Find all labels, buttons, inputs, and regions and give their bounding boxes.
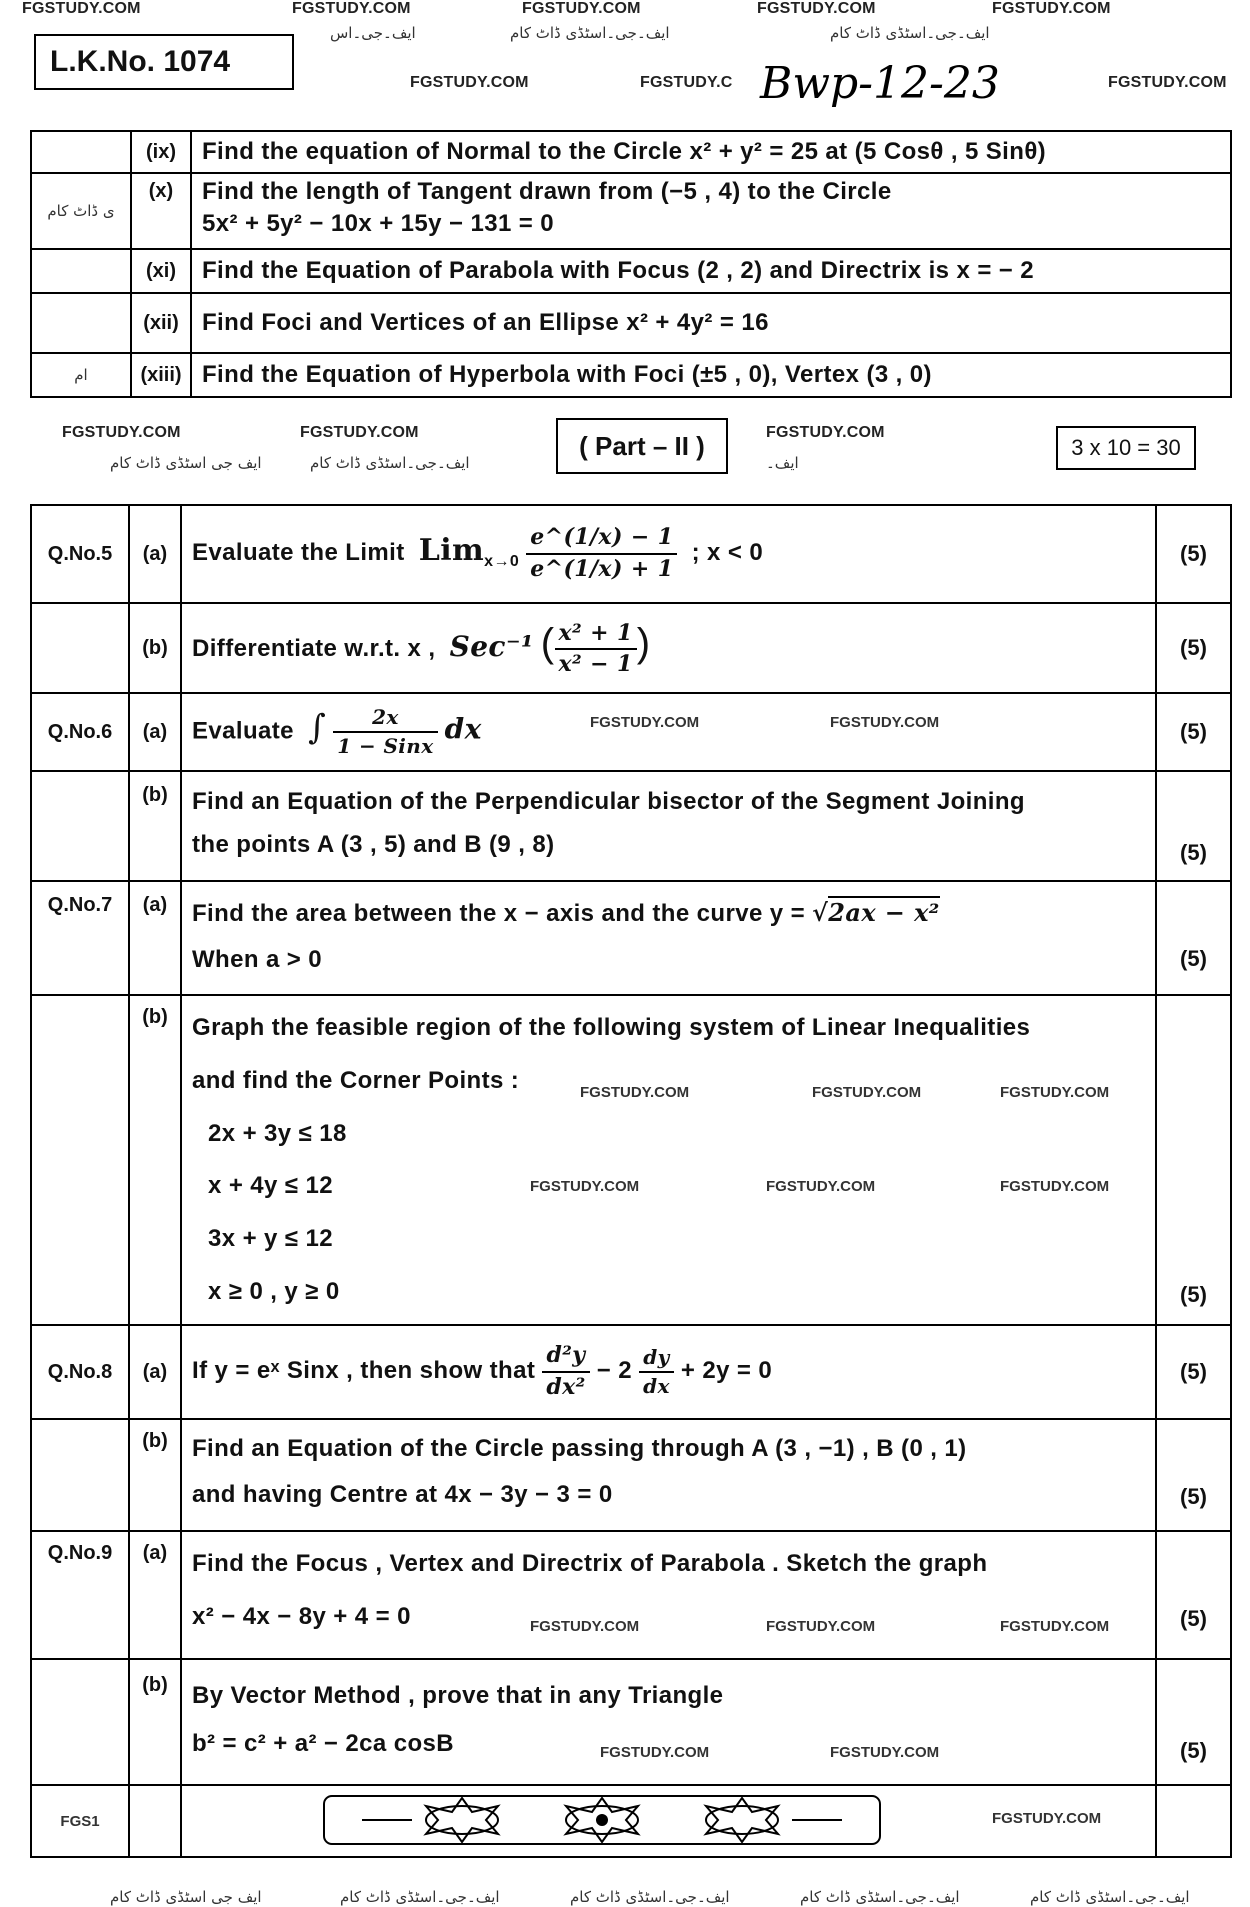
denominator: dx [643, 1374, 670, 1398]
watermark: FGSTUDY.COM [1000, 1618, 1110, 1635]
watermark: FGSTUDY.COM [992, 1810, 1102, 1827]
marks: (5) [1156, 1325, 1231, 1419]
marks: (5) [1156, 1531, 1231, 1659]
question-number: (xi) [131, 249, 191, 293]
denominator: x² − 1 [558, 651, 633, 678]
question-number: Q.No.7 [31, 881, 129, 995]
equation-tail: + 2y = 0 [680, 1357, 773, 1385]
ornament-star [706, 1798, 778, 1842]
denominator: 1 − Sinx [337, 734, 434, 758]
urdu-watermark: ایف۔جی۔اسٹڈی ڈاٹ کام [510, 24, 670, 42]
lk-number-box: L.K.No. 1074 [34, 34, 294, 90]
numerator: d²y [542, 1341, 589, 1373]
marks: (5) [1156, 1419, 1231, 1531]
numerator: e^(1/x) − 1 [526, 523, 677, 555]
denominator: e^(1/x) + 1 [530, 556, 674, 582]
question-text: b² = c² + a² − 2ca cosB [192, 1730, 454, 1757]
fraction [333, 704, 437, 760]
question-text: Graph the feasible region of the following system of Linear Inequalities [192, 1014, 1031, 1041]
question-number: Q.No.5 [31, 505, 129, 603]
watermark: FGSTUDY.COM [830, 714, 940, 731]
fraction [639, 1344, 674, 1400]
watermark: FGS1 [31, 1785, 129, 1857]
operator: − 2 [596, 1357, 632, 1385]
urdu-watermark: ایف۔جی۔اسٹڈی ڈاٹ کام [310, 454, 470, 472]
question-part: (b) [129, 1659, 181, 1785]
urdu-watermark: ایف جی اسٹڈی ڈاٹ کام [110, 1888, 262, 1906]
marks: (5) [1156, 1659, 1231, 1785]
question-text: Find the area between the x − axis and the curve y = [192, 900, 806, 927]
question-number: Q.No.9 [31, 1531, 129, 1659]
watermark: FGSTUDY.COM [522, 0, 641, 17]
question-number: (xiii) [131, 353, 191, 397]
marks: (5) [1156, 881, 1231, 995]
question-text: Find the length of Tangent drawn from (−5 , 4) to the Circle [202, 178, 892, 205]
decorative-border-ornament [322, 1792, 882, 1848]
function: Sec⁻¹ [449, 629, 534, 663]
question-text: Find the Equation of Parabola with Focus (2 , 2) and Directrix is x = − 2 [191, 249, 1231, 293]
question-part: (a) [129, 881, 181, 995]
watermark: FGSTUDY.COM [1108, 74, 1227, 91]
urdu-watermark: ایف۔جی۔اسٹڈی ڈاٹ کام [800, 1888, 960, 1906]
part1-table [30, 130, 1232, 398]
question-number: (ix) [131, 131, 191, 173]
question-number: Q.No.8 [31, 1325, 129, 1419]
fraction [542, 1341, 589, 1402]
marks: (5) [1156, 603, 1231, 693]
question-text: When a > 0 [192, 945, 323, 973]
denominator: dx² [546, 1374, 586, 1400]
watermark: FGSTUDY.COM [580, 1084, 690, 1101]
watermark: FGSTUDY.COM [600, 1744, 710, 1761]
watermark: FGSTUDY.C [640, 74, 733, 91]
watermark: FGSTUDY.COM [410, 74, 529, 91]
question-text: Find an Equation of the Circle passing through A (3 , −1) , B (0 , 1) [192, 1435, 967, 1462]
inequality: 3x + y ≤ 12 [208, 1225, 333, 1253]
watermark: FGSTUDY.COM [1000, 1178, 1110, 1195]
watermark: FGSTUDY.COM [22, 0, 141, 17]
question-text: and find the Corner Points : [192, 1066, 520, 1094]
question-text: Differentiate w.r.t. x , [192, 634, 436, 662]
watermark: FGSTUDY.COM [766, 1618, 876, 1635]
watermark: FGSTUDY.COM [292, 0, 411, 17]
urdu-watermark: ایف۔جی۔اسٹڈی ڈاٹ کام [830, 24, 990, 42]
question-text: the points A (3 , 5) and B (9 , 8) [192, 831, 555, 859]
urdu-watermark: ایف۔جی۔اسٹڈی ڈاٹ کام [1030, 1888, 1190, 1906]
handwritten-note: Bwp-12-23 [760, 58, 1000, 109]
marks: (5) [1156, 995, 1231, 1325]
question-part: (b) [129, 603, 181, 693]
inequality: x + 4y ≤ 12 [208, 1172, 333, 1200]
fraction [526, 523, 677, 584]
question-text: If y = eˣ Sinx , then show that [192, 1357, 536, 1385]
question-number: Q.No.6 [31, 693, 129, 771]
question-text: Find the Equation of Hyperbola with Foci (±5 , 0), Vertex (3 , 0) [191, 353, 1231, 397]
numerator: x² + 1 [555, 619, 637, 651]
question-part: (b) [129, 771, 181, 881]
differential: dx [444, 712, 482, 746]
inequality: x ≥ 0 , y ≥ 0 [208, 1277, 340, 1305]
urdu-watermark: ایف۔جی۔اس [330, 24, 416, 42]
question-part: (a) [129, 693, 181, 771]
question-part: (a) [129, 1325, 181, 1419]
urdu-watermark: ایف جی اسٹڈی ڈاٹ کام [110, 454, 262, 472]
question-text: Find Foci and Vertices of an Ellipse x² + 4y² = 16 [191, 293, 1231, 353]
urdu-watermark: ام [74, 365, 88, 384]
part-title: ( Part – II ) [556, 418, 728, 474]
part-marks-box: 3 x 10 = 30 [1056, 426, 1196, 470]
part2-table: Q.No.5 (a) Evaluate the Limit Lim$_{x\to 0}$ $\frac{e\^{}(1/x) - 1}{e\^{}(1/x) + 1}$ ; x < 0 (5) (b) Differentiate w.r.t. x , Sec⁻¹ ( $\frac{\text{x² + 1}}{\text{x² − 1}}$ ) (5) Q.No.6 (a) Evaluate ∫ $\frac{2x}{\text{1 − Sinx}}$ dx (5) (b) Find an Equation of the Perpendicular bisector of the Segment Joining the points A (3 , 5) and B (9 , 8) (5) Q.No.7 (a) Find the area between the x − axis and the curve y = √2ax − x² When a > 0 (5) (b) Graph the feasible region of the following system of Linear Inequalities and find the Corner Points : 2x + 3y ≤ 18 x + 4y ≤ 12 3x + y ≤ 12 x ≥ 0 , y ≥ 0 (5) Q.No.8 (a) If y = eˣ Sinx , then show that $\frac{\text{d²y}}{\text{dx²}}$ − 2 $\frac{dy}{dx}$ + 2y = 0 (5) (b) Find an Equation of the Circle passing through A (3 , −1) , B (0 , 1) and having Centre at 4x − 3y − 3 = 0 (5) Q.No.9 (a) Find the Focus , Vertex and Directrix of Parabola . Sketch the graph x² − 4x − 8y + 4 = 0 (5) (b) By Vector Method , prove that in any Triangle b² = c² + a² − 2ca cosB (5) FGS1 FGSTUDY.COM [30, 504, 1232, 1858]
question-text: Find the Focus , Vertex and Directrix of Parabola . Sketch the graph [192, 1550, 988, 1577]
question-text: Evaluate [192, 717, 294, 745]
urdu-watermark: ی ڈاٹ کام [47, 201, 115, 220]
limit-symbol: Lim [418, 533, 485, 569]
marks: (5) [1156, 693, 1231, 771]
question-part: (b) [129, 995, 181, 1325]
marks: (5) [1156, 771, 1231, 881]
urdu-watermark: ایف۔جی۔اسٹڈی ڈاٹ کام [570, 1888, 730, 1906]
urdu-watermark: ایف۔ [766, 454, 799, 472]
radicand: 2ax − x² [828, 898, 940, 927]
condition: ; x < 0 [691, 539, 764, 567]
watermark: FGSTUDY.COM [992, 0, 1111, 17]
limit-subscript: x→0 [484, 553, 520, 571]
urdu-watermark: ایف۔جی۔اسٹڈی ڈاٹ کام [340, 1888, 500, 1906]
watermark: FGSTUDY.COM [1000, 1084, 1110, 1101]
marks: (5) [1156, 505, 1231, 603]
watermark: FGSTUDY.COM [530, 1618, 640, 1635]
question-part: (a) [129, 505, 181, 603]
watermark: FGSTUDY.COM [530, 1178, 640, 1195]
question-part: (a) [129, 1531, 181, 1659]
question-number: (xii) [131, 293, 191, 353]
question-part: (b) [129, 1419, 181, 1531]
question-text: By Vector Method , prove that in any Triangle [192, 1682, 724, 1709]
watermark: FGSTUDY.COM [812, 1084, 922, 1101]
question-text: x² − 4x − 8y + 4 = 0 [192, 1602, 411, 1630]
ornament-star [426, 1798, 498, 1842]
question-text: Find the equation of Normal to the Circle x² + y² = 25 at (5 Cosθ , 5 Sinθ) [191, 131, 1231, 173]
watermark: FGSTUDY.COM [590, 714, 700, 731]
numerator: 2x [333, 704, 437, 733]
watermark: FGSTUDY.COM [300, 424, 419, 441]
question-text: 5x² + 5y² − 10x + 15y − 131 = 0 [202, 210, 555, 238]
ornament-center [596, 1814, 608, 1826]
inequality: 2x + 3y ≤ 18 [208, 1119, 347, 1147]
watermark: FGSTUDY.COM [757, 0, 876, 17]
numerator: dy [639, 1344, 674, 1373]
watermark: FGSTUDY.COM [766, 424, 885, 441]
watermark: FGSTUDY.COM [766, 1178, 876, 1195]
question-text: and having Centre at 4x − 3y − 3 = 0 [192, 1480, 613, 1508]
question-text: Evaluate the Limit [192, 539, 405, 567]
watermark: FGSTUDY.COM [830, 1744, 940, 1761]
fraction [555, 619, 637, 680]
question-number: (x) [131, 173, 191, 249]
watermark: FGSTUDY.COM [62, 424, 181, 441]
question-text: Find an Equation of the Perpendicular bisector of the Segment Joining [192, 788, 1025, 815]
